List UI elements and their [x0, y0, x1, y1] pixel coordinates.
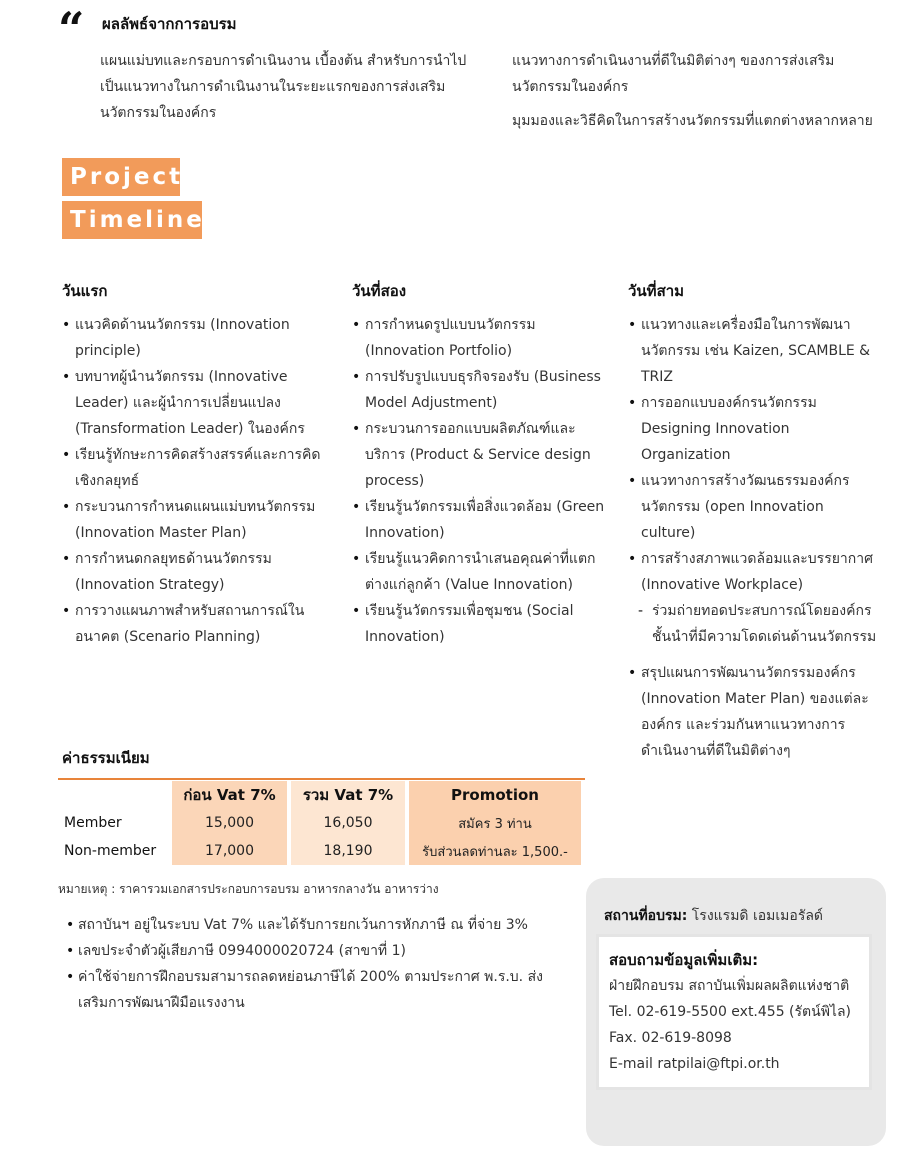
contact-title: สอบถามข้อมูลเพิ่มเติม: — [609, 951, 759, 969]
contact-box — [596, 934, 872, 1090]
table-cell: 16,050 — [287, 809, 405, 837]
table-cell: รับส่วนลดท่านละ 1,500.- — [405, 837, 581, 865]
results-item: แนวทางการดำเนินงานที่ดีในมิติต่างๆ ของการส่งเสริมนวัตกรรมในองค์กร — [512, 53, 835, 95]
list-item: • ค่าใช้จ่ายการฝึกอบรมสามารถลดหย่อนภาษีได้ 200% ตามประกาศ พ.ร.บ. ส่งเสริมการพัฒนาฝีมือแรงงาน — [66, 964, 566, 1016]
column-header: Promotion — [405, 781, 581, 809]
venue-value: โรงแรมดิ เอมเมอรัลด์ — [691, 908, 824, 924]
table-header-row — [58, 781, 581, 809]
results-title: ผลลัพธ์จากการอบรม — [102, 15, 237, 33]
timeline-label: Timeline — [62, 201, 202, 239]
conditions-list — [66, 912, 566, 1016]
list-item: • เรียนรู้ทักษะการคิดสร้างสรรค์และการคิดเชิงกลยุทธ์ — [62, 442, 324, 494]
table-cell: 17,000 — [172, 837, 287, 865]
table-cell: สมัคร 3 ท่าน — [405, 809, 581, 837]
table-cell: 18,190 — [287, 837, 405, 865]
column-header: ก่อน Vat 7% — [172, 781, 287, 809]
list-item: • กระบวนการออกแบบผลิตภัณฑ์และบริการ (Product & Service design process) — [352, 416, 608, 494]
fees-title: ค่าธรรมเนียม — [62, 749, 150, 767]
table-cell: 15,000 — [172, 809, 287, 837]
list-item: • สรุปแผนการพัฒนานวัตกรรมองค์กร (Innovation Mater Plan) ของแต่ละองค์กร และร่วมกันหาแนวทางการดำเนินงานที่ดีในมิติต่างๆ — [628, 660, 878, 764]
day-1-title: วันแรก — [62, 282, 108, 300]
day-2-title: วันที่สอง — [352, 282, 407, 300]
results-item: มุมมองและวิธีคิดในการสร้างนวัตกรรมที่แตกต่างหลากหลาย — [512, 113, 873, 129]
contact-tel: Tel. 02-619-5500 ext.455 (รัตน์พิไล) — [609, 1004, 852, 1020]
list-item: • เรียนรู้นวัตกรรมเพื่อชุมชน (Social Innovation) — [352, 598, 608, 650]
fees-table — [58, 781, 581, 865]
list-item: • การสร้างสภาพแวดล้อมและบรรยากาศ (Innovative Workplace) — [628, 546, 878, 598]
list-item: • กระบวนการกำหนดแผนแม่บทนวัตกรรม (Innovation Master Plan) — [62, 494, 324, 546]
day-3-column — [628, 278, 878, 764]
sub-list-item: - ร่วมถ่ายทอดประสบการณ์โดยองค์กรชั้นนำที่มีความโดดเด่นด้านนวัตกรรม — [628, 598, 878, 650]
venue-label: สถานที่อบรม: — [604, 908, 688, 924]
list-item: • การกำหนดกลยุทธด้านนวัตกรรม (Innovation Strategy) — [62, 546, 324, 598]
list-item: • การปรับรูปแบบธุรกิจรองรับ (Business Model Adjustment) — [352, 364, 608, 416]
contact-org: ฝ่ายฝึกอบรม สถาบันเพิ่มผลผลิตแห่งชาติ — [609, 978, 850, 994]
table-row — [58, 809, 581, 837]
day-2-column — [352, 278, 608, 650]
venue — [604, 905, 823, 927]
list-item: • เลขประจำตัวผู้เสียภาษี 0994000020724 (สาขาที่ 1) — [66, 938, 566, 964]
column-header: รวม Vat 7% — [287, 781, 405, 809]
list-item: • แนวคิดด้านนวัตกรรม (Innovation principle) — [62, 312, 324, 364]
list-item: • สถาบันฯ อยู่ในระบบ Vat 7% และได้รับการยกเว้นการหักภาษี ณ ที่จ่าย 3% — [66, 912, 566, 938]
list-item: • การกำหนดรูปแบบนวัตกรรม (Innovation Portfolio) — [352, 312, 608, 364]
contact-fax: Fax. 02-619-8098 — [609, 1030, 732, 1046]
row-label: Non-member — [64, 843, 157, 859]
list-item: • แนวทางและเครื่องมือในการพัฒนานวัตกรรม เช่น Kaizen, SCAMBLE & TRIZ — [628, 312, 878, 390]
fee-note: หมายเหตุ : ราคารวมเอกสารประกอบการอบรม อาหารกลางวัน อาหารว่าง — [58, 882, 439, 896]
quote-icon: “ — [58, 2, 85, 56]
project-label: Project — [62, 158, 180, 196]
day-3-title: วันที่สาม — [628, 282, 685, 300]
list-item: • เรียนรู้แนวคิดการนำเสนอคุณค่าที่แตกต่างแก่ลูกค้า (Value Innovation) — [352, 546, 608, 598]
list-item: • การออกแบบองค์กรนวัตกรรม Designing Innovation Organization — [628, 390, 878, 468]
contact-email: E-mail ratpilai@ftpi.or.th — [609, 1056, 780, 1072]
results-left-text: แผนแม่บทและกรอบการดำเนินงาน เบื้องต้น สำหรับการนำไปเป็นแนวทางในการดำเนินงานในระยะแรกของการส่งเสริมนวัตกรรมในองค์กร — [100, 53, 467, 121]
list-item: • แนวทางการสร้างวัฒนธรรมองค์กรนวัตกรรม (open Innovation culture) — [628, 468, 878, 546]
list-item: • เรียนรู้นวัตกรรมเพื่อสิ่งแวดล้อม (Green Innovation) — [352, 494, 608, 546]
results-right — [512, 48, 882, 142]
list-item: • การวางแผนภาพสำหรับสถานการณ์ในอนาคต (Scenario Planning) — [62, 598, 324, 650]
row-label: Member — [64, 815, 122, 831]
fees-divider — [58, 778, 585, 780]
list-item: • บทบาทผู้นำนวัตกรรม (Innovative Leader) และผู้นำการเปลี่ยนแปลง (Transformation Leader) ในองค์กร — [62, 364, 324, 442]
day-1-column — [62, 278, 324, 650]
table-row — [58, 837, 581, 865]
